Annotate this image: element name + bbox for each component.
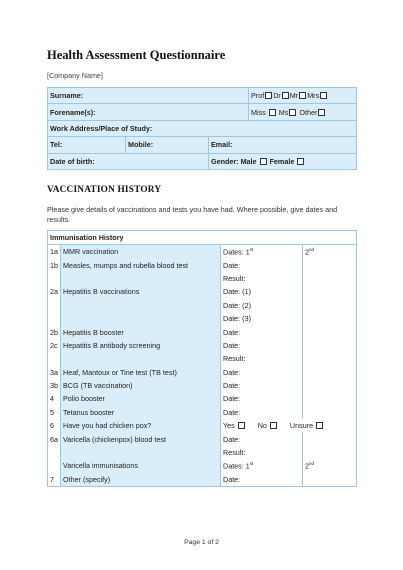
second-date-field	[303, 352, 357, 365]
second-date-field	[303, 473, 357, 487]
table-row	[48, 285, 357, 298]
mrs-checkbox[interactable]	[320, 92, 327, 99]
table-row	[48, 446, 357, 459]
date-result-field[interactable]	[221, 446, 303, 459]
immunisation-item-text: Varicella immunisations	[63, 461, 138, 471]
immunisation-item	[61, 473, 221, 487]
date-result-field[interactable]	[221, 312, 303, 325]
immunisation-item	[61, 379, 221, 392]
immunisation-item	[61, 459, 221, 472]
immunisation-item	[61, 272, 221, 285]
immunisation-history-table	[47, 230, 357, 487]
date-result-field[interactable]	[221, 339, 303, 352]
immunisation-item	[61, 312, 221, 325]
second-date-field	[303, 258, 357, 271]
other-checkbox[interactable]	[318, 109, 325, 116]
date-result-label: Date:	[223, 394, 241, 404]
immunisation-item-text: Have you had chicken pox?	[63, 421, 152, 431]
mr-checkbox[interactable]	[299, 92, 306, 99]
dob-field[interactable]: Date of birth:	[48, 153, 209, 169]
row-number-text: 5	[50, 407, 54, 417]
immunisation-item	[61, 432, 221, 445]
row-number	[48, 459, 61, 472]
table-row	[48, 258, 357, 271]
second-date-field	[303, 446, 357, 459]
chicken-pox-answer	[221, 419, 357, 432]
table-row	[48, 366, 357, 379]
row-number	[48, 352, 61, 365]
row-number	[48, 299, 61, 312]
company-name-placeholder[interactable]: [Company Name]	[47, 71, 103, 80]
date-result-label: Dates: 1	[223, 461, 250, 471]
date-result-label: Date:	[223, 327, 241, 337]
table-row	[48, 245, 357, 259]
vaccination-intro-text: Please give details of vaccinations and tests you have had. Where possible, give dates and results.	[47, 205, 338, 224]
row-number-text: 6a	[50, 434, 58, 444]
ordinal-suffix: st	[249, 461, 254, 467]
immunisation-item-text: Hepatitis B booster	[63, 327, 124, 337]
date-result-field[interactable]	[221, 432, 303, 445]
second-date-label: 2	[305, 461, 309, 471]
immunisation-item	[61, 299, 221, 312]
immunisation-item	[61, 446, 221, 459]
date-result-field[interactable]	[221, 392, 303, 405]
gender-options: Gender: Male Female	[209, 153, 357, 169]
immunisation-item	[61, 258, 221, 271]
date-result-label: Date:	[223, 381, 241, 391]
table-row	[48, 325, 357, 338]
female-checkbox[interactable]	[297, 158, 304, 165]
row-number-text: 2b	[50, 327, 58, 337]
immunisation-item	[61, 419, 221, 432]
prof-checkbox[interactable]	[265, 92, 272, 99]
date-result-field[interactable]	[221, 366, 303, 379]
date-result-field[interactable]	[221, 245, 303, 259]
second-date-field	[303, 406, 357, 419]
immunisation-item	[61, 406, 221, 419]
table-row	[48, 352, 357, 365]
date-result-label: Date: (1)	[223, 287, 251, 297]
immunisation-item-text: Hepatitis B vaccinations	[63, 287, 140, 297]
row-number	[48, 245, 61, 259]
ms-checkbox[interactable]	[289, 109, 296, 116]
row-number	[48, 406, 61, 419]
second-date-field	[303, 339, 357, 352]
row-number-text: 7	[50, 474, 54, 484]
table-row	[48, 312, 357, 325]
row-number-text: 2a	[50, 287, 58, 297]
date-result-label: Date: (3)	[223, 314, 251, 324]
row-number	[48, 419, 61, 432]
immunisation-item-text: Hepatitis B antibody screening	[63, 340, 161, 350]
immunisation-item	[61, 285, 221, 298]
ordinal-suffix: nd	[309, 461, 315, 467]
immunisation-item	[61, 245, 221, 259]
male-checkbox[interactable]	[260, 158, 267, 165]
miss-checkbox[interactable]	[269, 109, 276, 116]
second-date-field	[303, 379, 357, 392]
page-number: Page 1 of 2	[184, 539, 219, 546]
second-date-field	[303, 272, 357, 285]
date-result-label: Date:	[223, 340, 241, 350]
date-result-field[interactable]	[221, 406, 303, 419]
table-row	[48, 473, 357, 487]
date-result-field[interactable]	[221, 272, 303, 285]
immunisation-item-text: Measles, mumps and rubella blood test	[63, 260, 189, 270]
forenames-field[interactable]: Forename(s):	[48, 104, 249, 120]
date-result-field[interactable]	[221, 379, 303, 392]
date-result-label: Date:	[223, 407, 241, 417]
second-date-field[interactable]	[303, 245, 357, 259]
row-number-text: 4	[50, 394, 54, 404]
date-result-label: Result:	[223, 273, 246, 283]
date-result-label: Result:	[223, 354, 246, 364]
date-result-field[interactable]	[221, 258, 303, 271]
row-number-text: 6	[50, 421, 54, 431]
no-label: No	[257, 421, 267, 431]
immunisation-item-text: MMR vaccination	[63, 247, 119, 257]
unsure-checkbox[interactable]	[316, 422, 323, 429]
table-row	[48, 379, 357, 392]
ordinal-suffix: nd	[309, 247, 315, 252]
immunisation-item-text: Varicella (chickenpox) blood test	[63, 434, 166, 444]
row-number	[48, 473, 61, 487]
row-number	[48, 432, 61, 445]
personal-details-table	[47, 87, 357, 170]
row-number	[48, 366, 61, 379]
no-checkbox[interactable]	[270, 422, 277, 429]
email-field[interactable]: Email:	[209, 137, 357, 153]
row-number	[48, 312, 61, 325]
date-result-field[interactable]	[221, 459, 303, 472]
second-date-field	[303, 299, 357, 312]
date-result-label: Result:	[223, 448, 246, 458]
unsure-label: Unsure	[289, 421, 314, 431]
immunisation-item-text: BCG (TB vaccination)	[63, 381, 133, 391]
yes-checkbox[interactable]	[238, 422, 245, 429]
date-result-label: Date:	[223, 260, 241, 270]
immunisation-item-text: Other (specify)	[63, 474, 111, 484]
tel-field[interactable]: Tel:	[48, 137, 126, 153]
immunisation-item	[61, 339, 221, 352]
row-number	[48, 272, 61, 285]
date-result-field[interactable]	[221, 325, 303, 338]
immunisation-item-text: Tetanus booster	[63, 407, 115, 417]
second-date-field	[303, 325, 357, 338]
row-number-text: 2c	[50, 340, 58, 350]
row-number	[48, 258, 61, 271]
table-row	[48, 299, 357, 312]
second-date-field[interactable]	[303, 459, 357, 472]
table-row	[48, 406, 357, 419]
row-number-text: 3a	[50, 367, 58, 377]
immunisation-item	[61, 366, 221, 379]
vaccination-history-heading: VACCINATION HISTORY	[47, 185, 162, 195]
work-address-field[interactable]: Work Address/Place of Study:	[48, 120, 357, 136]
table-row	[48, 339, 357, 352]
date-result-field[interactable]	[221, 352, 303, 365]
immunisation-item-text: Heaf, Mantoux or Tine test (TB test)	[63, 367, 177, 377]
page-title: Health Assessment Questionnaire	[47, 48, 226, 62]
date-result-label: Date:	[223, 367, 241, 377]
table-row	[48, 392, 357, 405]
ordinal-suffix: st	[249, 247, 254, 252]
second-date-field	[303, 312, 357, 325]
row-number	[48, 339, 61, 352]
row-number-text: 3b	[50, 381, 58, 391]
date-result-label: Date:	[223, 474, 241, 484]
second-date-field	[303, 285, 357, 298]
mobile-field[interactable]: Mobile:	[126, 137, 209, 153]
row-number-text: 1b	[50, 260, 58, 270]
immunisation-table-header: Immunisation History	[48, 231, 357, 245]
date-result-label: Date:	[223, 434, 241, 444]
second-date-field	[303, 392, 357, 405]
date-result-field[interactable]	[221, 299, 303, 312]
table-row	[48, 272, 357, 285]
date-result-label: Date: (2)	[223, 300, 251, 310]
second-date-field	[303, 432, 357, 445]
date-result-label: Dates: 1	[223, 247, 250, 257]
row-number	[48, 446, 61, 459]
row-number	[48, 285, 61, 298]
second-date-label: 2	[305, 247, 309, 257]
immunisation-item	[61, 325, 221, 338]
surname-field[interactable]: Surname:	[48, 88, 249, 104]
immunisation-item	[61, 352, 221, 365]
row-number	[48, 379, 61, 392]
table-row	[48, 432, 357, 445]
row-number	[48, 325, 61, 338]
second-date-field	[303, 366, 357, 379]
table-row	[48, 459, 357, 472]
row-number	[48, 392, 61, 405]
dr-checkbox[interactable]	[282, 92, 289, 99]
row-number-text: 1a	[50, 247, 58, 257]
table-row	[48, 419, 357, 432]
date-result-field[interactable]	[221, 285, 303, 298]
date-result-field[interactable]	[221, 473, 303, 487]
title-options-row2: Miss Ms Other	[249, 104, 357, 120]
immunisation-item	[61, 392, 221, 405]
title-options-row1: Prof Dr Mr Mrs	[249, 88, 357, 104]
yes-label: Yes	[223, 421, 235, 431]
immunisation-item-text: Polio booster	[63, 394, 105, 404]
